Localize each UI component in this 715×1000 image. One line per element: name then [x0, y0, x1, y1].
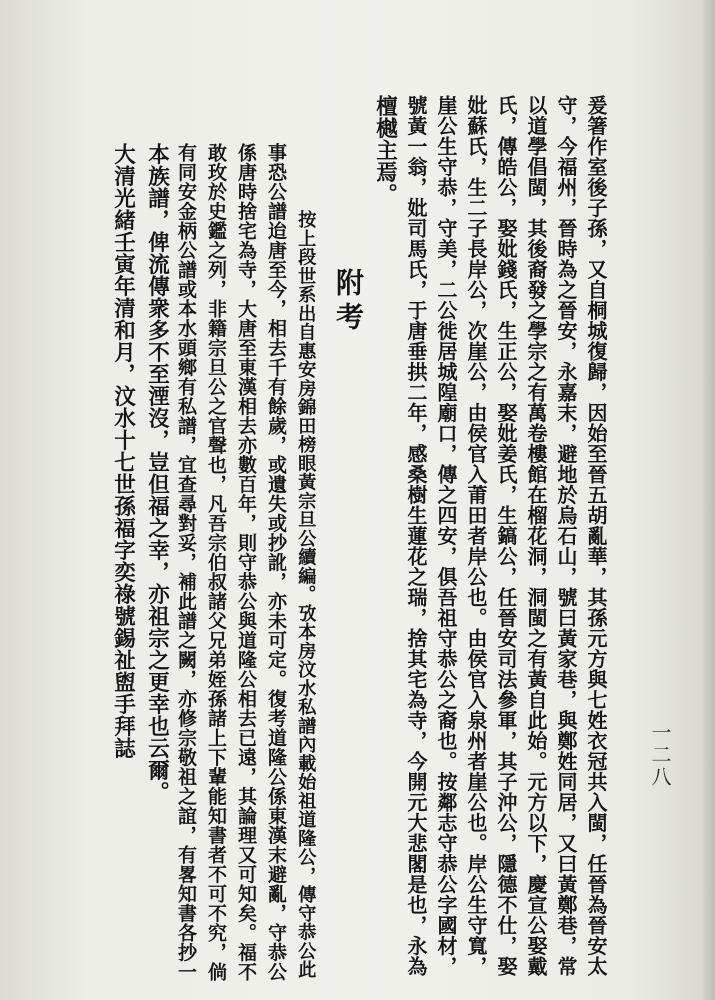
- text-column-2: 守，今福州，晉時為之晉安，永嘉末，避地於烏石山，號曰黃家巷，與鄭姓同居，又曰黃鄭巷，常: [554, 95, 578, 977]
- appendix-column-2: 事恐公譜迨唐至今，相去千有餘歲，或遺失或抄訛，亦未可定。復考道隆公係東漢末避亂，守恭公: [265, 143, 287, 982]
- text-column-5: 妣蘇氏，生二子長岸公，次崖公，由侯官入莆田者岸公也。由侯官入泉州者崖公也。岸公生守寬，: [464, 95, 488, 977]
- appendix-column-1: 按上段世系出自惠安房錦田榜眼黃宗旦公續編。攷本房汶水私譜內載始祖道隆公，傳守恭公此: [295, 210, 317, 979]
- text-column-8: 檀樾主焉。: [372, 95, 398, 205]
- appendix-column-6: 本族譜，俾流傳衆多不至湮沒，豈但福之幸，亦祖宗之更幸也云爾。: [144, 143, 170, 803]
- signature-column: 大清光緒壬寅年清和月，汶水十七世孫福字奕祿號錫祉盥手拜誌: [110, 143, 136, 759]
- appendix-column-3: 係唐時捨宅為寺，大唐至東漢相去亦數百年，則守恭公與道隆公相去已遠，其論理又可知矣。福不: [235, 143, 257, 982]
- text-column-1: 爰箸作室後子孫，又自桐城復歸，因始至晉五胡亂華，其孫元方與七姓衣冠共入閩，任晉為晉安太: [584, 95, 608, 977]
- appendix-heading: 附考: [332, 268, 365, 336]
- appendix-column-5: 有同安金柄公譜或本水頭鄉有私譜，宜查尋對妥，補此譜之闕，亦修宗敬祖之誼，有畧知書各抄一: [175, 143, 197, 982]
- text-column-3: 以道學倡閩，其後裔發之學宗之有萬卷樓館在榴花洞，洞閩之有黃自此始。元方以下，慶宣公娶戴: [524, 95, 548, 977]
- text-column-6: 崖公生守恭，守美，二公徙居城隍廟口，傳之四安，俱吾祖守恭公之裔也。按鄰志守恭公字國材，: [434, 95, 458, 977]
- text-column-7: 號黃一翁，妣司馬氏，于唐垂拱二年，感桑樹生蓮花之瑞，捨其宅為寺，今開元大悲閣是也，永為: [404, 95, 428, 977]
- text-column-4: 氏，傳皓公，娶妣錢氏，生正公，娶妣姜氏，生鎬公，任晉安司法參軍，其子沖公，隱德不仕，娶: [494, 95, 518, 977]
- page-number: 一二八: [648, 722, 672, 788]
- page-edge-shadow: [701, 0, 715, 1000]
- appendix-column-4: 敢玫於史鑑之列，非籍宗旦公之官聲也，凡吾宗伯叔諸父兄弟姪孫諸上下輩能知書者不可不究，倘: [205, 143, 227, 982]
